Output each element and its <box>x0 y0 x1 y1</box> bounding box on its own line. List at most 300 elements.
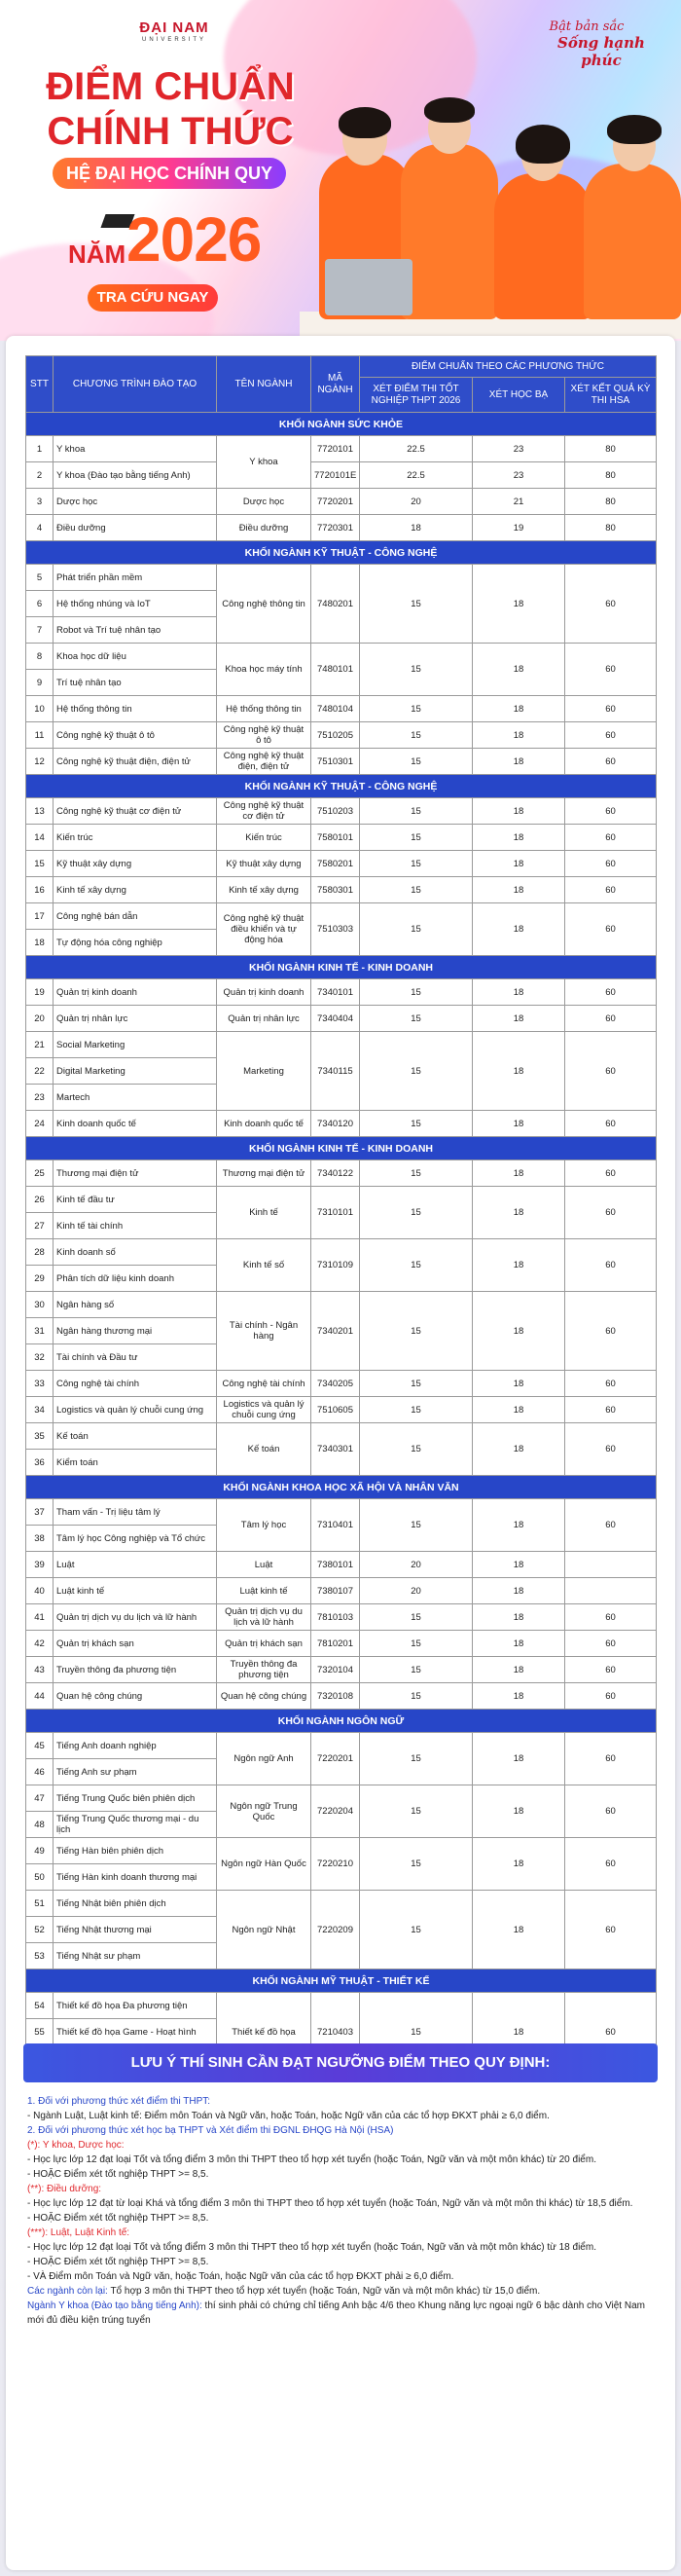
major-name-cell: Thương mại điện tử <box>217 1160 311 1187</box>
major-code-cell: 7380101 <box>311 1552 360 1578</box>
table-row <box>26 722 657 749</box>
stt-cell: 29 <box>26 1266 54 1292</box>
table-row <box>26 1160 657 1187</box>
score-m2-cell: 18 <box>473 1371 565 1397</box>
stt-cell: 4 <box>26 515 54 541</box>
stt-cell: 16 <box>26 877 54 903</box>
score-m2-cell: 18 <box>473 1397 565 1423</box>
major-name-cell: Ngôn ngữ Hàn Quốc <box>217 1838 311 1891</box>
score-m3-cell: 80 <box>565 436 657 462</box>
score-m3-cell: 60 <box>565 1993 657 2072</box>
program-cell: Tiếng Hàn kinh doanh thương mại <box>54 1864 217 1891</box>
score-m1-cell: 15 <box>360 1733 473 1785</box>
score-m1-cell: 20 <box>360 1552 473 1578</box>
major-code-cell: 7380107 <box>311 1578 360 1604</box>
score-m2-cell: 18 <box>473 1891 565 1969</box>
program-cell: Kinh tế tài chính <box>54 1213 217 1239</box>
stt-cell: 39 <box>26 1552 54 1578</box>
program-cell: Digital Marketing <box>54 1058 217 1085</box>
major-code-cell: 7510605 <box>311 1397 360 1423</box>
note-line: - Ngành Luật, Luật kinh tế: Điểm môn Toán và Ngữ văn, hoặc Toán, hoặc Ngữ văn của các tổ hợp ĐKXT phải ≥ 6,0 điểm. <box>27 2111 550 2121</box>
stt-cell: 30 <box>26 1292 54 1318</box>
cup-icon <box>446 261 471 300</box>
program-cell: Hệ thống nhúng và IoT <box>54 591 217 617</box>
program-cell: Y khoa <box>54 436 217 462</box>
score-m2-cell: 18 <box>473 1187 565 1239</box>
section-row <box>26 775 657 798</box>
program-cell: Tiếng Anh sư phạm <box>54 1759 217 1785</box>
major-name-cell: Quan hệ công chúng <box>217 1683 311 1710</box>
score-m2-cell: 18 <box>473 825 565 851</box>
score-m2-cell: 23 <box>473 436 565 462</box>
score-m3-cell: 60 <box>565 1785 657 1838</box>
score-m1-cell: 15 <box>360 825 473 851</box>
major-name-cell: Quản trị dịch vụ du lịch và lữ hành <box>217 1604 311 1631</box>
score-m2-cell: 21 <box>473 489 565 515</box>
stt-cell: 9 <box>26 670 54 696</box>
table-row <box>26 877 657 903</box>
stt-cell: 24 <box>26 1111 54 1137</box>
program-cell: Quan hệ công chúng <box>54 1683 217 1710</box>
score-m1-cell: 15 <box>360 565 473 644</box>
major-name-cell: Kinh doanh quốc tế <box>217 1111 311 1137</box>
program-cell: Ngân hàng thương mại <box>54 1318 217 1344</box>
col-group-methods: ĐIỂM CHUẨN THEO CÁC PHƯƠNG THỨC <box>360 356 657 378</box>
score-m1-cell: 15 <box>360 696 473 722</box>
major-code-cell: 7220209 <box>311 1891 360 1969</box>
table-row <box>26 1631 657 1657</box>
major-code-cell: 7310109 <box>311 1239 360 1292</box>
stt-cell: 19 <box>26 979 54 1006</box>
score-m3-cell: 60 <box>565 1657 657 1683</box>
score-m2-cell: 18 <box>473 877 565 903</box>
stt-cell: 33 <box>26 1371 54 1397</box>
stt-cell: 55 <box>26 2019 54 2045</box>
table-row <box>26 1604 657 1631</box>
program-cell: Tiếng Hàn biên phiên dịch <box>54 1838 217 1864</box>
section-title: KHỐI NGÀNH KỸ THUẬT - CÔNG NGHỆ <box>26 541 657 565</box>
major-name-cell: Tâm lý học <box>217 1499 311 1552</box>
major-code-cell: 7340205 <box>311 1371 360 1397</box>
note-line: - Học lực lớp 12 đạt loại Tốt và tổng điểm 3 môn thi THPT theo tổ hợp xét tuyển (hoặc Toán, Ngữ văn và một môn khác) từ 18 điểm. <box>27 2242 596 2253</box>
program-cell: Kinh tế đầu tư <box>54 1187 217 1213</box>
score-m1-cell: 15 <box>360 1371 473 1397</box>
score-m2-cell: 18 <box>473 1292 565 1371</box>
major-code-cell: 7510203 <box>311 798 360 825</box>
score-m1-cell: 15 <box>360 1006 473 1032</box>
score-m3-cell: 60 <box>565 979 657 1006</box>
score-m3-cell <box>565 1552 657 1578</box>
stt-cell: 53 <box>26 1943 54 1969</box>
program-cell: Tiếng Nhật biên phiên dịch <box>54 1891 217 1917</box>
score-m2-cell: 18 <box>473 1785 565 1838</box>
stt-cell: 21 <box>26 1032 54 1058</box>
score-m2-cell: 18 <box>473 979 565 1006</box>
program-cell: Tiếng Nhật sư phạm <box>54 1943 217 1969</box>
score-m1-cell: 15 <box>360 1891 473 1969</box>
section-title: KHỐI NGÀNH KỸ THUẬT - CÔNG NGHỆ <box>26 775 657 798</box>
major-code-cell: 7720301 <box>311 515 360 541</box>
major-code-cell: 7320108 <box>311 1683 360 1710</box>
score-m2-cell: 18 <box>473 1993 565 2072</box>
table-row <box>26 644 657 670</box>
program-cell: Tiếng Nhật thương mại <box>54 1917 217 1943</box>
major-name-cell: Ngôn ngữ Nhật <box>217 1891 311 1969</box>
stt-cell: 3 <box>26 489 54 515</box>
major-name-cell: Quản trị nhân lực <box>217 1006 311 1032</box>
stt-cell: 20 <box>26 1006 54 1032</box>
score-m1-cell: 20 <box>360 489 473 515</box>
section-title: KHỐI NGÀNH KHOA HỌC XÃ HỘI VÀ NHÂN VĂN <box>26 1476 657 1499</box>
program-cell: Phát triển phần mềm <box>54 565 217 591</box>
section-title: KHỐI NGÀNH NGÔN NGỮ <box>26 1710 657 1733</box>
stt-cell: 8 <box>26 644 54 670</box>
table-row <box>26 798 657 825</box>
page-title: ĐIỂM CHUẨN CHÍNH THỨC <box>46 65 295 153</box>
stt-cell: 22 <box>26 1058 54 1085</box>
program-cell: Tiếng Trung Quốc biên phiên dịch <box>54 1785 217 1812</box>
score-m2-cell: 18 <box>473 1499 565 1552</box>
major-name-cell: Marketing <box>217 1032 311 1111</box>
score-m2-cell: 18 <box>473 1657 565 1683</box>
section-row <box>26 1969 657 1993</box>
score-m1-cell: 15 <box>360 877 473 903</box>
score-m3-cell: 60 <box>565 877 657 903</box>
score-m1-cell: 15 <box>360 979 473 1006</box>
program-cell: Tham vấn - Trị liệu tâm lý <box>54 1499 217 1526</box>
table-row <box>26 851 657 877</box>
score-m1-cell: 22.5 <box>360 462 473 489</box>
score-m2-cell: 18 <box>473 1552 565 1578</box>
lookup-button[interactable]: TRA CỨU NGAY <box>88 284 218 312</box>
major-name-cell: Kinh tế số <box>217 1239 311 1292</box>
stt-cell: 5 <box>26 565 54 591</box>
content-card <box>6 336 675 2570</box>
notes-title: LƯU Ý THÍ SINH CẦN ĐẠT NGƯỠNG ĐIỂM THEO QUY ĐỊNH: <box>23 2043 658 2082</box>
score-m3-cell: 60 <box>565 798 657 825</box>
score-m1-cell: 20 <box>360 1578 473 1604</box>
score-m3-cell: 60 <box>565 1032 657 1111</box>
score-m3-cell: 60 <box>565 851 657 877</box>
table-row <box>26 1657 657 1683</box>
program-cell: Quản trị dịch vụ du lịch và lữ hành <box>54 1604 217 1631</box>
table-row <box>26 1578 657 1604</box>
major-name-cell: Truyền thông đa phương tiện <box>217 1657 311 1683</box>
stt-cell: 27 <box>26 1213 54 1239</box>
stt-cell: 17 <box>26 903 54 930</box>
table-row <box>26 979 657 1006</box>
major-name-cell: Kế toán <box>217 1423 311 1476</box>
score-m1-cell: 15 <box>360 1397 473 1423</box>
stt-cell: 36 <box>26 1450 54 1476</box>
stt-cell: 50 <box>26 1864 54 1891</box>
stt-cell: 46 <box>26 1759 54 1785</box>
program-cell: Công nghệ kỹ thuật điện, điện tử <box>54 749 217 775</box>
table-row <box>26 1187 657 1213</box>
stt-cell: 10 <box>26 696 54 722</box>
note-line: - HOẶC Điểm xét tốt nghiệp THPT >= 8,5. <box>27 2257 209 2267</box>
score-m1-cell: 18 <box>360 515 473 541</box>
score-m2-cell: 18 <box>473 1683 565 1710</box>
section-row <box>26 1476 657 1499</box>
major-code-cell: 7580301 <box>311 877 360 903</box>
major-code-cell: 7720101 <box>311 436 360 462</box>
score-m2-cell: 19 <box>473 515 565 541</box>
major-name-cell: Công nghệ kỹ thuật cơ điện tử <box>217 798 311 825</box>
program-cell: Kế toán <box>54 1423 217 1450</box>
major-code-cell: 7220204 <box>311 1785 360 1838</box>
score-m1-cell: 15 <box>360 851 473 877</box>
major-name-cell: Công nghệ kỹ thuật ô tô <box>217 722 311 749</box>
score-m3-cell: 60 <box>565 1423 657 1476</box>
program-cell: Kinh doanh quốc tế <box>54 1111 217 1137</box>
program-cell: Truyền thông đa phương tiện <box>54 1657 217 1683</box>
score-m3-cell: 60 <box>565 1006 657 1032</box>
major-name-cell: Khoa học máy tính <box>217 644 311 696</box>
table-row <box>26 1032 657 1058</box>
score-m1-cell: 15 <box>360 1631 473 1657</box>
program-cell: Thiết kế đồ họa Game - Hoạt hình <box>54 2019 217 2045</box>
table-row <box>26 1733 657 1759</box>
score-m2-cell: 23 <box>473 462 565 489</box>
stt-cell: 47 <box>26 1785 54 1812</box>
note-line: - Học lực lớp 12 đạt từ loại Khá và tổng điểm 3 môn thi THPT theo tổ hợp xét tuyển (hoặc Toán, Ngữ văn và một môn thi khác) từ 18,5 điểm. <box>27 2198 633 2209</box>
table-row <box>26 825 657 851</box>
score-m2-cell: 18 <box>473 565 565 644</box>
score-m1-cell: 15 <box>360 1111 473 1137</box>
stt-cell: 2 <box>26 462 54 489</box>
section-title: KHỐI NGÀNH KINH TẾ - KINH DOANH <box>26 1137 657 1160</box>
score-m1-cell: 15 <box>360 1239 473 1292</box>
major-name-cell: Kiến trúc <box>217 825 311 851</box>
program-cell: Y khoa (Đào tạo bằng tiếng Anh) <box>54 462 217 489</box>
students-photo <box>300 86 681 339</box>
major-code-cell: 7510301 <box>311 749 360 775</box>
col-method-hocba: XÉT HỌC BẠ <box>473 378 565 413</box>
program-cell: Kiến trúc <box>54 825 217 851</box>
score-m2-cell: 18 <box>473 1604 565 1631</box>
major-code-cell: 7340122 <box>311 1160 360 1187</box>
section-title: KHỐI NGÀNH KINH TẾ - KINH DOANH <box>26 956 657 979</box>
major-code-cell: 7340201 <box>311 1292 360 1371</box>
score-m3-cell: 60 <box>565 825 657 851</box>
col-major-name: TÊN NGÀNH <box>217 356 311 413</box>
major-code-cell: 7210403 <box>311 1993 360 2072</box>
section-row <box>26 413 657 436</box>
program-cell: Trí tuệ nhân tạo <box>54 670 217 696</box>
table-row <box>26 515 657 541</box>
stt-cell: 45 <box>26 1733 54 1759</box>
major-name-cell: Quản trị kinh doanh <box>217 979 311 1006</box>
stt-cell: 12 <box>26 749 54 775</box>
major-code-cell: 7720201 <box>311 489 360 515</box>
major-code-cell: 7510303 <box>311 903 360 956</box>
logo[interactable]: ĐẠI NAM UNIVERSITY <box>139 19 209 43</box>
stt-cell: 54 <box>26 1993 54 2019</box>
score-m2-cell: 18 <box>473 696 565 722</box>
score-m3-cell: 60 <box>565 749 657 775</box>
score-m1-cell: 15 <box>360 1785 473 1838</box>
stt-cell: 41 <box>26 1604 54 1631</box>
table-row <box>26 436 657 462</box>
stt-cell: 11 <box>26 722 54 749</box>
program-cell: Quản trị kinh doanh <box>54 979 217 1006</box>
table-row <box>26 1423 657 1450</box>
score-m2-cell: 18 <box>473 1838 565 1891</box>
score-m3-cell: 60 <box>565 1292 657 1371</box>
program-cell: Tâm lý học Công nghiệp và Tổ chức <box>54 1526 217 1552</box>
table-row <box>26 696 657 722</box>
stt-cell: 18 <box>26 930 54 956</box>
stt-cell: 40 <box>26 1578 54 1604</box>
table-row <box>26 565 657 591</box>
note-line: (*): Y khoa, Dược học: <box>27 2140 125 2151</box>
major-name-cell: Dược học <box>217 489 311 515</box>
score-m1-cell: 15 <box>360 749 473 775</box>
score-m2-cell: 18 <box>473 798 565 825</box>
score-m3-cell: 60 <box>565 1187 657 1239</box>
program-cell: Thiết kế đồ họa Đa phương tiện <box>54 1993 217 2019</box>
major-code-cell: 7480104 <box>311 696 360 722</box>
table-row <box>26 1891 657 1917</box>
program-cell: Logistics và quản lý chuỗi cung ứng <box>54 1397 217 1423</box>
score-m2-cell: 18 <box>473 1631 565 1657</box>
major-name-cell: Logistics và quản lý chuỗi cung ứng <box>217 1397 311 1423</box>
score-m1-cell: 15 <box>360 1993 473 2072</box>
program-cell: Kỹ thuật xây dựng <box>54 851 217 877</box>
major-name-cell: Công nghệ kỹ thuật điều khiển và tự động hóa <box>217 903 311 956</box>
program-cell: Robot và Trí tuệ nhân tạo <box>54 617 217 644</box>
score-m3-cell: 60 <box>565 722 657 749</box>
section-row <box>26 1137 657 1160</box>
slogan: Bật bản sắc Sống hạnh phúc <box>549 19 645 69</box>
stt-cell: 6 <box>26 591 54 617</box>
score-m1-cell: 22.5 <box>360 436 473 462</box>
score-m2-cell: 18 <box>473 1111 565 1137</box>
stt-cell: 44 <box>26 1683 54 1710</box>
score-m2-cell: 18 <box>473 1239 565 1292</box>
stt-cell: 25 <box>26 1160 54 1187</box>
col-method-thpt: XÉT ĐIỂM THI TỐT NGHIỆP THPT 2026 <box>360 378 473 413</box>
stt-cell: 23 <box>26 1085 54 1111</box>
score-m1-cell: 15 <box>360 903 473 956</box>
program-cell: Công nghệ bán dẫn <box>54 903 217 930</box>
table-row <box>26 749 657 775</box>
score-m3-cell: 60 <box>565 1397 657 1423</box>
major-code-cell: 7480101 <box>311 644 360 696</box>
laptop-icon <box>325 259 412 315</box>
program-cell: Quản trị nhân lực <box>54 1006 217 1032</box>
score-m2-cell: 18 <box>473 1032 565 1111</box>
program-cell: Dược học <box>54 489 217 515</box>
col-program: CHƯƠNG TRÌNH ĐÀO TẠO <box>54 356 217 413</box>
program-cell: Kinh tế xây dựng <box>54 877 217 903</box>
major-code-cell: 7340404 <box>311 1006 360 1032</box>
score-m2-cell: 18 <box>473 749 565 775</box>
major-code-cell: 7720101E <box>311 462 360 489</box>
stt-cell: 28 <box>26 1239 54 1266</box>
score-m1-cell: 15 <box>360 644 473 696</box>
table-row <box>26 1006 657 1032</box>
stt-cell: 26 <box>26 1187 54 1213</box>
table-row <box>26 1785 657 1812</box>
score-m1-cell: 15 <box>360 1838 473 1891</box>
stt-cell: 51 <box>26 1891 54 1917</box>
score-m1-cell: 15 <box>360 1604 473 1631</box>
program-cell: Kinh doanh số <box>54 1239 217 1266</box>
stt-cell: 1 <box>26 436 54 462</box>
score-m1-cell: 15 <box>360 1499 473 1552</box>
score-m1-cell: 15 <box>360 1032 473 1111</box>
score-m1-cell: 15 <box>360 1187 473 1239</box>
score-m2-cell: 18 <box>473 1423 565 1476</box>
year-block: NĂM 2026 <box>68 204 262 275</box>
major-code-cell: 7220210 <box>311 1838 360 1891</box>
program-cell: Luật <box>54 1552 217 1578</box>
stt-cell: 35 <box>26 1423 54 1450</box>
major-code-cell: 7220201 <box>311 1733 360 1785</box>
program-cell: Công nghệ kỹ thuật cơ điện tử <box>54 798 217 825</box>
section-title: KHỐI NGÀNH MỸ THUẬT - THIẾT KẾ <box>26 1969 657 1993</box>
major-name-cell: Công nghệ thông tin <box>217 565 311 644</box>
major-code-cell: 7580201 <box>311 851 360 877</box>
score-m2-cell: 18 <box>473 1006 565 1032</box>
major-name-cell: Luật kinh tế <box>217 1578 311 1604</box>
table-row <box>26 1371 657 1397</box>
program-cell: Tiếng Anh doanh nghiệp <box>54 1733 217 1759</box>
major-code-cell: 7810201 <box>311 1631 360 1657</box>
score-m1-cell: 15 <box>360 722 473 749</box>
year: 2026 <box>126 204 262 275</box>
note-line: Các ngành còn lại: Tổ hợp 3 môn thi THPT theo tổ hợp xét tuyển (hoặc Toán, Ngữ văn và một môn khác) từ 15,0 điểm. <box>27 2286 541 2297</box>
table-row <box>26 903 657 930</box>
major-name-cell: Hệ thống thông tin <box>217 696 311 722</box>
program-cell: Phân tích dữ liệu kinh doanh <box>54 1266 217 1292</box>
stt-cell: 38 <box>26 1526 54 1552</box>
score-m2-cell: 18 <box>473 1160 565 1187</box>
note-line: Ngành Y khoa (Đào tạo bằng tiếng Anh): thí sinh phải có chứng chỉ tiếng Anh bậc 4/6 theo Khung năng lực ngoại ngữ 6 bậc dành cho Việt Nam mới đủ điều kiện trúng tuyển <box>27 2300 645 2326</box>
major-code-cell: 7580101 <box>311 825 360 851</box>
program-cell: Social Marketing <box>54 1032 217 1058</box>
score-m2-cell: 18 <box>473 722 565 749</box>
major-name-cell: Công nghệ kỹ thuật điện, điện tử <box>217 749 311 775</box>
score-m2-cell: 18 <box>473 644 565 696</box>
major-name-cell: Tài chính - Ngân hàng <box>217 1292 311 1371</box>
score-m3-cell: 60 <box>565 644 657 696</box>
major-name-cell: Ngôn ngữ Anh <box>217 1733 311 1785</box>
score-m1-cell: 15 <box>360 1657 473 1683</box>
stt-cell: 14 <box>26 825 54 851</box>
section-title: KHỐI NGÀNH SỨC KHỎE <box>26 413 657 436</box>
major-name-cell: Kinh tế xây dựng <box>217 877 311 903</box>
table-row <box>26 1397 657 1423</box>
program-cell: Quản trị khách sạn <box>54 1631 217 1657</box>
major-code-cell: 7340101 <box>311 979 360 1006</box>
score-m3-cell: 60 <box>565 1160 657 1187</box>
program-cell: Tiếng Trung Quốc thương mại - du lịch <box>54 1812 217 1838</box>
score-m1-cell: 15 <box>360 1683 473 1710</box>
table-row <box>26 462 657 489</box>
major-code-cell: 7310101 <box>311 1187 360 1239</box>
stt-cell: 31 <box>26 1318 54 1344</box>
score-m3-cell: 60 <box>565 1891 657 1969</box>
stt-cell: 34 <box>26 1397 54 1423</box>
major-code-cell: 7810103 <box>311 1604 360 1631</box>
table-row <box>26 1111 657 1137</box>
stt-cell: 52 <box>26 1917 54 1943</box>
major-name-cell: Kinh tế <box>217 1187 311 1239</box>
score-m3-cell <box>565 1578 657 1604</box>
